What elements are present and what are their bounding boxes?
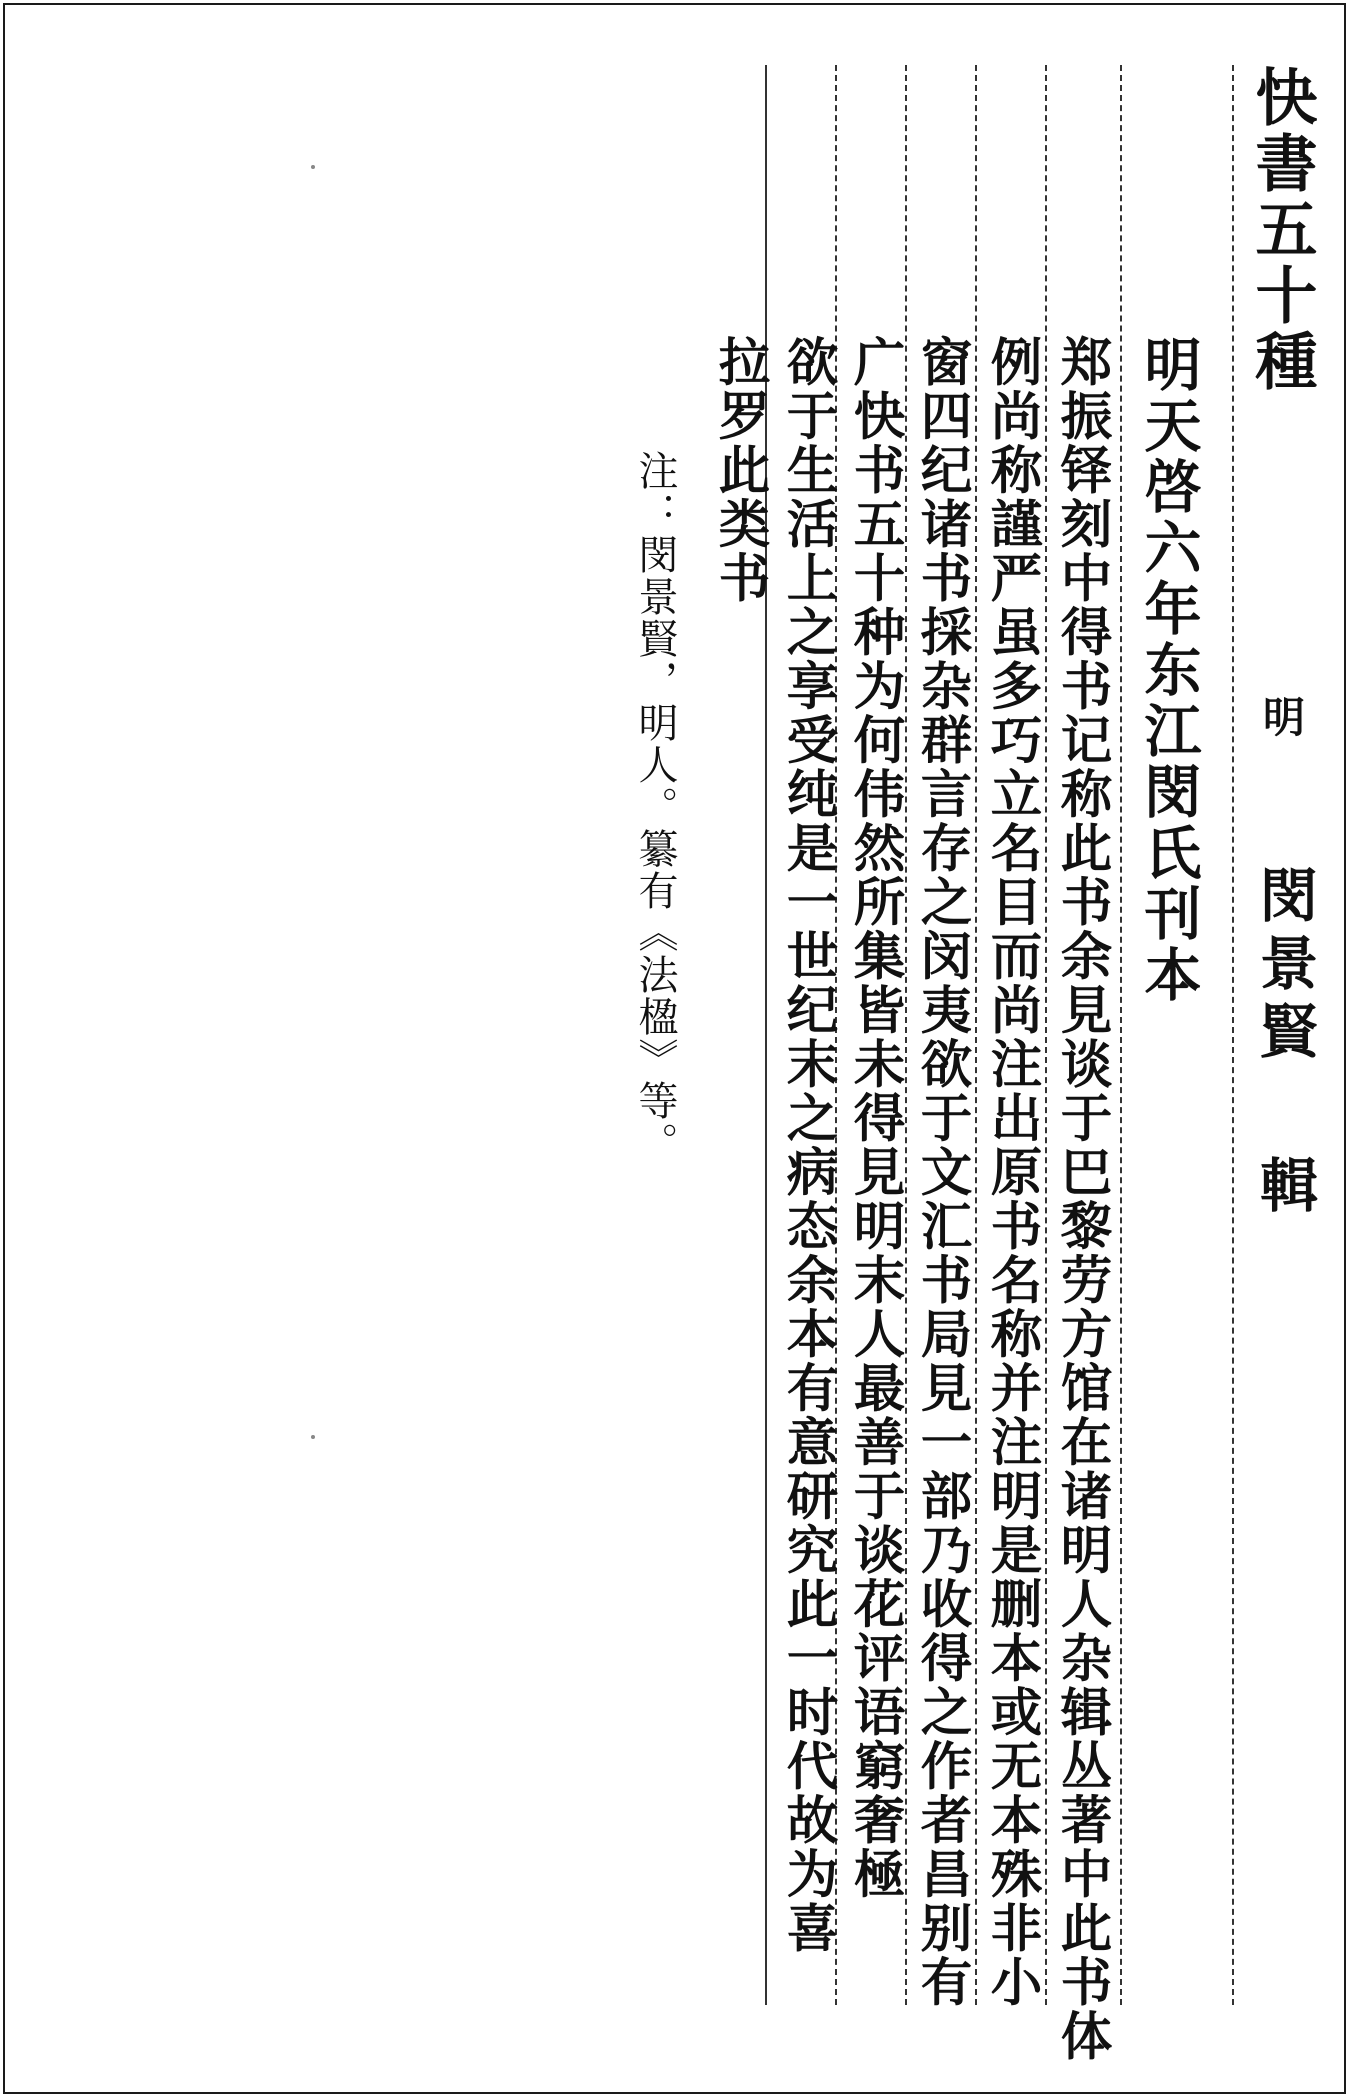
column-rule: [1120, 65, 1122, 2005]
author-role: 輯: [1250, 1155, 1318, 1213]
body-column: 欲于生活上之享受纯是一世纪末之病态余本有意研究此一时代故为喜: [777, 335, 838, 1955]
body-column: 窗四纪诸书採杂群言存之闵夷欲于文汇书局見一部乃收得之作者昌别有: [911, 335, 972, 2009]
author-dynasty: 明: [1257, 695, 1306, 737]
footnote: 注：閔景賢，明人。纂有《法楹》等。: [632, 450, 678, 1164]
column-rule: [1232, 65, 1234, 2005]
column-rule: [905, 65, 907, 2005]
body-column: 例尚称謹严虽多巧立名目而尚注出原书名称并注明是删本或无本殊非小: [981, 335, 1042, 2009]
body-column: 拉罗此类书: [709, 335, 770, 605]
edition-line: 明天啓六年东江閔氏刊本: [1135, 335, 1202, 1006]
document-page: [3, 3, 1346, 2094]
body-column: 广快书五十种为何伟然所集皆未得見明末人最善于谈花评语窮奢極: [844, 335, 905, 1901]
author-name: 閔景賢: [1250, 865, 1318, 1069]
body-column: 郑振铎刻中得书记称此书余見谈于巴黎劳方馆在诸明人杂辑丛著中此书体: [1051, 335, 1112, 2063]
column-rule: [1045, 65, 1047, 2005]
book-title: 快書五十種: [1245, 65, 1318, 395]
column-rule: [975, 65, 977, 2005]
scan-speck: [311, 1435, 315, 1439]
scan-speck: [311, 165, 315, 169]
